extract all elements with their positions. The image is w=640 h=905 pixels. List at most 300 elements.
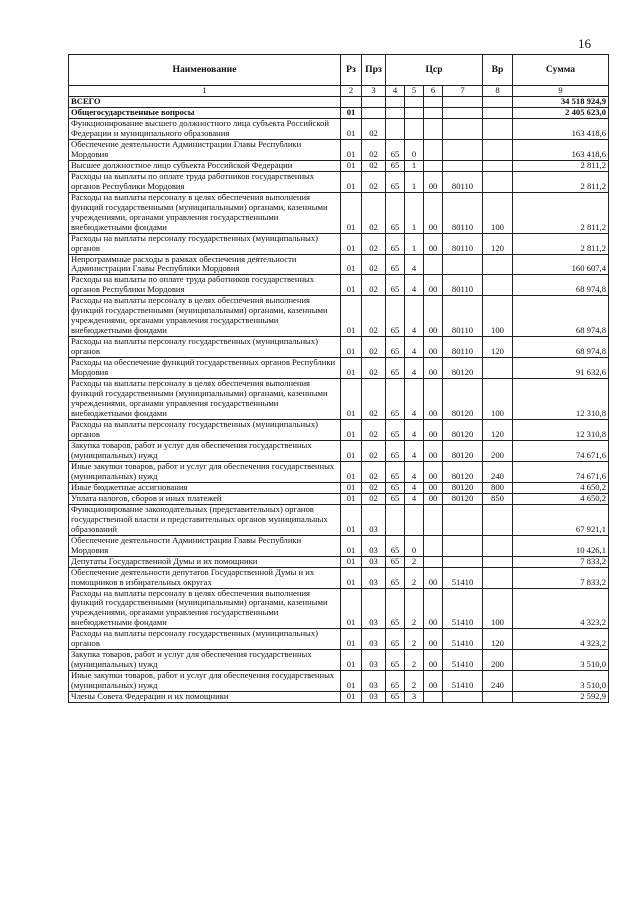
cell-vr — [483, 567, 513, 588]
cell-prz: 03 — [362, 535, 386, 556]
table-row — [69, 650, 609, 671]
header-rz: Рз — [341, 55, 362, 86]
cell-name: Расходы на выплаты персоналу в целях обеспечения выполнения функций государственными (муниципальными) органами, казенными учреждениями, органами управления государственными внебюджетными фондами — [69, 296, 341, 337]
table-body — [69, 86, 609, 703]
cell-csr-4: 80120 — [443, 440, 483, 461]
cell-prz: 02 — [362, 358, 386, 379]
cell-csr-1: 65 — [386, 440, 405, 461]
cell-vr — [483, 358, 513, 379]
column-number: 5 — [405, 86, 424, 97]
cell-sum: 3 510,0 — [513, 671, 609, 692]
cell-vr — [483, 535, 513, 556]
cell-sum: 2 811,2 — [513, 160, 609, 171]
cell-csr-3: 00 — [424, 275, 443, 296]
cell-prz: 02 — [362, 440, 386, 461]
cell-rz: 01 — [341, 493, 362, 504]
cell-sum: 10 426,1 — [513, 535, 609, 556]
column-number: 3 — [362, 86, 386, 97]
cell-name: Закупка товаров, работ и услуг для обеспечения государственных (муниципальных) нужд — [69, 650, 341, 671]
cell-sum: 67 921,1 — [513, 504, 609, 535]
cell-csr-1: 65 — [386, 493, 405, 504]
cell-csr-3: 00 — [424, 171, 443, 192]
cell-name: Функционирование высшего должностного лица субъекта Российской Федерации и муниципального образования — [69, 118, 341, 139]
cell-csr-4: 80120 — [443, 461, 483, 482]
cell-vr: 850 — [483, 493, 513, 504]
cell-csr-3: 00 — [424, 629, 443, 650]
cell-csr-4 — [443, 535, 483, 556]
cell-prz: 02 — [362, 482, 386, 493]
cell-csr-3 — [424, 160, 443, 171]
table-row — [69, 504, 609, 535]
cell-name: Иные закупки товаров, работ и услуг для обеспечения государственных (муниципальных) нужд — [69, 461, 341, 482]
cell-sum: 2 811,2 — [513, 192, 609, 233]
cell-csr-1: 65 — [386, 482, 405, 493]
cell-csr-2: 0 — [405, 535, 424, 556]
cell-csr-4 — [443, 118, 483, 139]
cell-csr-2: 2 — [405, 567, 424, 588]
cell-vr — [483, 504, 513, 535]
cell-csr-2: 1 — [405, 160, 424, 171]
cell-prz: 02 — [362, 493, 386, 504]
column-number: 6 — [424, 86, 443, 97]
header-name: Наименование — [69, 55, 341, 86]
cell-csr-2: 4 — [405, 440, 424, 461]
cell-name: Обеспечение деятельности депутатов Государственной Думы и их помощников в избирательных округах — [69, 567, 341, 588]
cell-csr-1: 65 — [386, 588, 405, 629]
cell-csr-1 — [386, 96, 405, 107]
cell-rz: 01 — [341, 254, 362, 275]
cell-csr-4: 80110 — [443, 233, 483, 254]
table-row — [69, 692, 609, 703]
cell-csr-2: 4 — [405, 493, 424, 504]
cell-rz: 01 — [341, 556, 362, 567]
cell-rz: 01 — [341, 296, 362, 337]
cell-vr — [483, 107, 513, 118]
table-row — [69, 671, 609, 692]
cell-csr-1: 65 — [386, 233, 405, 254]
cell-csr-4: 51410 — [443, 567, 483, 588]
table-row — [69, 440, 609, 461]
cell-csr-3: 00 — [424, 233, 443, 254]
cell-vr: 240 — [483, 461, 513, 482]
table-row — [69, 254, 609, 275]
cell-csr-3: 00 — [424, 296, 443, 337]
cell-csr-4 — [443, 556, 483, 567]
cell-csr-2: 1 — [405, 192, 424, 233]
cell-name: Обеспечение деятельности Администрации Главы Республики Мордовия — [69, 139, 341, 160]
cell-vr: 100 — [483, 588, 513, 629]
cell-csr-4 — [443, 504, 483, 535]
cell-rz: 01 — [341, 535, 362, 556]
cell-prz: 02 — [362, 296, 386, 337]
cell-name: Расходы на выплаты персоналу в целях обеспечения выполнения функций государственными (муниципальными) органами, казенными учреждениями, органами управления государственными внебюджетными фондами — [69, 588, 341, 629]
cell-sum: 2 405 623,0 — [513, 107, 609, 118]
cell-sum: 160 607,4 — [513, 254, 609, 275]
column-number: 7 — [443, 86, 483, 97]
cell-csr-1 — [386, 107, 405, 118]
cell-csr-3: 00 — [424, 192, 443, 233]
cell-csr-3: 00 — [424, 567, 443, 588]
cell-csr-4: 51410 — [443, 650, 483, 671]
column-number: 1 — [69, 86, 341, 97]
cell-csr-4 — [443, 160, 483, 171]
cell-csr-1: 65 — [386, 275, 405, 296]
cell-rz: 01 — [341, 192, 362, 233]
cell-csr-1 — [386, 118, 405, 139]
budget-table — [68, 54, 609, 703]
cell-prz: 02 — [362, 139, 386, 160]
cell-name: Уплата налогов, сборов и иных платежей — [69, 493, 341, 504]
table-row — [69, 461, 609, 482]
cell-rz: 01 — [341, 379, 362, 420]
cell-csr-3: 00 — [424, 337, 443, 358]
cell-csr-1: 65 — [386, 420, 405, 441]
cell-csr-4 — [443, 254, 483, 275]
cell-rz: 01 — [341, 275, 362, 296]
cell-sum: 91 632,6 — [513, 358, 609, 379]
cell-csr-4 — [443, 96, 483, 107]
table-row — [69, 629, 609, 650]
cell-prz: 02 — [362, 160, 386, 171]
cell-rz: 01 — [341, 567, 362, 588]
cell-vr: 200 — [483, 440, 513, 461]
cell-prz: 03 — [362, 567, 386, 588]
cell-rz: 01 — [341, 118, 362, 139]
cell-rz: 01 — [341, 358, 362, 379]
table-row — [69, 118, 609, 139]
cell-name: Высшее должностное лицо субъекта Российской Федерации — [69, 160, 341, 171]
cell-csr-3 — [424, 139, 443, 160]
cell-vr — [483, 160, 513, 171]
cell-sum: 34 518 924,9 — [513, 96, 609, 107]
cell-csr-2: 4 — [405, 275, 424, 296]
cell-prz: 03 — [362, 556, 386, 567]
cell-prz: 02 — [362, 420, 386, 441]
cell-sum: 12 310,8 — [513, 379, 609, 420]
cell-vr: 120 — [483, 233, 513, 254]
cell-csr-4: 51410 — [443, 629, 483, 650]
cell-csr-3: 00 — [424, 440, 443, 461]
cell-csr-1: 65 — [386, 650, 405, 671]
cell-sum: 4 323,2 — [513, 588, 609, 629]
cell-sum: 2 811,2 — [513, 171, 609, 192]
cell-sum: 74 671,6 — [513, 440, 609, 461]
cell-prz: 02 — [362, 171, 386, 192]
cell-name: Закупка товаров, работ и услуг для обеспечения государственных (муниципальных) нужд — [69, 440, 341, 461]
cell-rz: 01 — [341, 461, 362, 482]
cell-vr: 100 — [483, 379, 513, 420]
cell-csr-3: 00 — [424, 671, 443, 692]
cell-prz: 02 — [362, 461, 386, 482]
cell-name: Расходы на выплаты персоналу государственных (муниципальных) органов — [69, 337, 341, 358]
table-row — [69, 160, 609, 171]
cell-name: Общегосударственные вопросы — [69, 107, 341, 118]
cell-name: ВСЕГО — [69, 96, 341, 107]
cell-csr-1: 65 — [386, 379, 405, 420]
cell-csr-1: 65 — [386, 192, 405, 233]
cell-vr — [483, 692, 513, 703]
cell-csr-3: 00 — [424, 650, 443, 671]
column-number: 2 — [341, 86, 362, 97]
cell-csr-4: 80120 — [443, 493, 483, 504]
cell-vr: 100 — [483, 192, 513, 233]
cell-csr-2: 4 — [405, 358, 424, 379]
cell-vr — [483, 254, 513, 275]
cell-csr-3: 00 — [424, 420, 443, 441]
cell-csr-2: 4 — [405, 337, 424, 358]
cell-sum: 12 310,8 — [513, 420, 609, 441]
cell-prz: 02 — [362, 254, 386, 275]
cell-csr-3 — [424, 692, 443, 703]
table-row — [69, 556, 609, 567]
column-number: 8 — [483, 86, 513, 97]
cell-sum: 163 418,6 — [513, 139, 609, 160]
column-number: 9 — [513, 86, 609, 97]
cell-csr-1: 65 — [386, 629, 405, 650]
cell-csr-4 — [443, 107, 483, 118]
table-row — [69, 379, 609, 420]
cell-name: Обеспечение деятельности Администрации Главы Республики Мордовия — [69, 535, 341, 556]
cell-csr-1: 65 — [386, 671, 405, 692]
cell-csr-2: 3 — [405, 692, 424, 703]
cell-vr: 100 — [483, 296, 513, 337]
column-numbers-row — [69, 86, 609, 97]
cell-csr-1: 65 — [386, 139, 405, 160]
cell-csr-1: 65 — [386, 160, 405, 171]
cell-rz: 01 — [341, 692, 362, 703]
table-row — [69, 171, 609, 192]
cell-prz: 02 — [362, 233, 386, 254]
cell-name: Расходы на выплаты персоналу государственных (муниципальных) органов — [69, 420, 341, 441]
cell-csr-4: 80120 — [443, 420, 483, 441]
cell-sum: 7 833,2 — [513, 556, 609, 567]
table-row — [69, 107, 609, 118]
table-row — [69, 358, 609, 379]
cell-rz: 01 — [341, 420, 362, 441]
cell-csr-1: 65 — [386, 296, 405, 337]
cell-rz: 01 — [341, 107, 362, 118]
cell-name: Члены Совета Федерации и их помощники — [69, 692, 341, 703]
cell-sum: 74 671,6 — [513, 461, 609, 482]
cell-csr-1: 65 — [386, 171, 405, 192]
cell-prz: 02 — [362, 192, 386, 233]
cell-csr-2: 2 — [405, 650, 424, 671]
cell-csr-1 — [386, 504, 405, 535]
cell-csr-3: 00 — [424, 379, 443, 420]
cell-csr-3: 00 — [424, 482, 443, 493]
cell-sum: 3 510,0 — [513, 650, 609, 671]
cell-rz — [341, 96, 362, 107]
cell-vr: 200 — [483, 650, 513, 671]
cell-csr-4: 80110 — [443, 275, 483, 296]
cell-csr-2: 2 — [405, 629, 424, 650]
cell-csr-4: 80110 — [443, 337, 483, 358]
cell-csr-2: 4 — [405, 379, 424, 420]
table-row — [69, 567, 609, 588]
cell-csr-2 — [405, 118, 424, 139]
page-number: 16 — [578, 36, 591, 51]
cell-csr-4: 51410 — [443, 588, 483, 629]
cell-sum: 68 974,8 — [513, 296, 609, 337]
cell-csr-2: 4 — [405, 254, 424, 275]
cell-vr — [483, 139, 513, 160]
cell-csr-4: 51410 — [443, 671, 483, 692]
table-row — [69, 96, 609, 107]
cell-vr — [483, 118, 513, 139]
cell-csr-3 — [424, 107, 443, 118]
cell-csr-2: 2 — [405, 556, 424, 567]
cell-csr-2: 0 — [405, 139, 424, 160]
cell-csr-2: 4 — [405, 461, 424, 482]
cell-csr-3 — [424, 254, 443, 275]
cell-vr: 120 — [483, 337, 513, 358]
cell-csr-2: 4 — [405, 482, 424, 493]
cell-csr-3 — [424, 118, 443, 139]
table-row — [69, 588, 609, 629]
cell-prz: 02 — [362, 379, 386, 420]
cell-sum: 4 323,2 — [513, 629, 609, 650]
cell-rz: 01 — [341, 139, 362, 160]
cell-prz: 02 — [362, 337, 386, 358]
cell-csr-3: 00 — [424, 588, 443, 629]
cell-name: Расходы на выплаты персоналу в целях обеспечения выполнения функций государственными (муниципальными) органами, казенными учреждениями, органами управления государственными внебюджетными фондами — [69, 192, 341, 233]
table-row — [69, 275, 609, 296]
cell-name: Депутаты Государственной Думы и их помощники — [69, 556, 341, 567]
cell-sum: 2 592,9 — [513, 692, 609, 703]
cell-prz: 03 — [362, 692, 386, 703]
cell-vr: 240 — [483, 671, 513, 692]
cell-csr-4: 80120 — [443, 379, 483, 420]
cell-name: Расходы на выплаты персоналу государственных (муниципальных) органов — [69, 233, 341, 254]
cell-name: Иные закупки товаров, работ и услуг для обеспечения государственных (муниципальных) нужд — [69, 671, 341, 692]
cell-csr-2: 1 — [405, 233, 424, 254]
cell-csr-1: 65 — [386, 535, 405, 556]
cell-prz: 03 — [362, 650, 386, 671]
cell-vr — [483, 275, 513, 296]
cell-csr-2 — [405, 96, 424, 107]
cell-name: Расходы на обеспечение функций государственных органов Республики Мордовия — [69, 358, 341, 379]
cell-rz: 01 — [341, 160, 362, 171]
cell-csr-2: 1 — [405, 171, 424, 192]
cell-csr-2: 4 — [405, 420, 424, 441]
cell-csr-1: 65 — [386, 358, 405, 379]
cell-csr-1: 65 — [386, 254, 405, 275]
cell-prz: 02 — [362, 118, 386, 139]
cell-csr-3 — [424, 96, 443, 107]
cell-vr: 120 — [483, 420, 513, 441]
header-sum: Сумма — [513, 55, 609, 86]
cell-csr-3 — [424, 504, 443, 535]
cell-csr-1: 65 — [386, 556, 405, 567]
cell-sum: 4 650,2 — [513, 482, 609, 493]
table-row — [69, 420, 609, 441]
cell-name: Расходы на выплаты персоналу государственных (муниципальных) органов — [69, 629, 341, 650]
cell-vr: 800 — [483, 482, 513, 493]
cell-prz: 03 — [362, 629, 386, 650]
cell-csr-4: 80120 — [443, 358, 483, 379]
cell-name: Функционирование законодательных (представительных) органов государственной власти и представительных органов муниципальных образований — [69, 504, 341, 535]
cell-csr-2 — [405, 107, 424, 118]
cell-name: Расходы на выплаты по оплате труда работников государственных органов Республики Мордовия — [69, 171, 341, 192]
cell-name: Расходы на выплаты по оплате труда работников государственных органов Республики Мордовия — [69, 275, 341, 296]
cell-rz: 01 — [341, 171, 362, 192]
cell-sum: 68 974,8 — [513, 275, 609, 296]
cell-rz: 01 — [341, 588, 362, 629]
cell-prz: 03 — [362, 588, 386, 629]
table-row — [69, 535, 609, 556]
table-row — [69, 139, 609, 160]
cell-csr-2: 2 — [405, 588, 424, 629]
cell-csr-3: 00 — [424, 493, 443, 504]
cell-csr-2: 2 — [405, 671, 424, 692]
header-prz: Прз — [362, 55, 386, 86]
cell-sum: 7 833,2 — [513, 567, 609, 588]
cell-csr-3 — [424, 535, 443, 556]
cell-rz: 01 — [341, 671, 362, 692]
cell-prz: 02 — [362, 275, 386, 296]
table-row — [69, 337, 609, 358]
cell-sum: 2 811,2 — [513, 233, 609, 254]
cell-rz: 01 — [341, 233, 362, 254]
header-csr: Цср — [386, 55, 483, 86]
cell-csr-1: 65 — [386, 692, 405, 703]
table-row — [69, 296, 609, 337]
cell-rz: 01 — [341, 650, 362, 671]
cell-csr-4 — [443, 139, 483, 160]
cell-csr-4 — [443, 692, 483, 703]
column-number: 4 — [386, 86, 405, 97]
cell-csr-3: 00 — [424, 461, 443, 482]
cell-csr-3: 00 — [424, 358, 443, 379]
cell-vr — [483, 556, 513, 567]
table-row — [69, 493, 609, 504]
table-row — [69, 233, 609, 254]
cell-name: Непрограммные расходы в рамках обеспечения деятельности Администрации Главы Республики Мордовия — [69, 254, 341, 275]
cell-rz: 01 — [341, 629, 362, 650]
table-row — [69, 482, 609, 493]
cell-csr-2: 4 — [405, 296, 424, 337]
cell-csr-4: 80120 — [443, 482, 483, 493]
cell-csr-2 — [405, 504, 424, 535]
cell-sum: 163 418,6 — [513, 118, 609, 139]
cell-csr-4: 80110 — [443, 171, 483, 192]
header-vr: Вр — [483, 55, 513, 86]
table-header-row — [69, 55, 609, 86]
cell-vr — [483, 96, 513, 107]
cell-prz: 03 — [362, 671, 386, 692]
cell-vr: 120 — [483, 629, 513, 650]
cell-csr-1: 65 — [386, 337, 405, 358]
cell-rz: 01 — [341, 482, 362, 493]
cell-csr-4: 80110 — [443, 296, 483, 337]
cell-prz — [362, 96, 386, 107]
cell-sum: 4 650,2 — [513, 493, 609, 504]
cell-prz — [362, 107, 386, 118]
cell-name: Расходы на выплаты персоналу в целях обеспечения выполнения функций государственными (муниципальными) органами, казенными учреждениями, органами управления государственными внебюджетными фондами — [69, 379, 341, 420]
cell-sum: 68 974,8 — [513, 337, 609, 358]
cell-csr-4: 80110 — [443, 192, 483, 233]
cell-vr — [483, 171, 513, 192]
cell-csr-1: 65 — [386, 567, 405, 588]
cell-prz: 03 — [362, 504, 386, 535]
cell-csr-3 — [424, 556, 443, 567]
cell-rz: 01 — [341, 337, 362, 358]
table-row — [69, 192, 609, 233]
cell-name: Иные бюджетные ассигнования — [69, 482, 341, 493]
cell-rz: 01 — [341, 504, 362, 535]
cell-rz: 01 — [341, 440, 362, 461]
cell-csr-1: 65 — [386, 461, 405, 482]
